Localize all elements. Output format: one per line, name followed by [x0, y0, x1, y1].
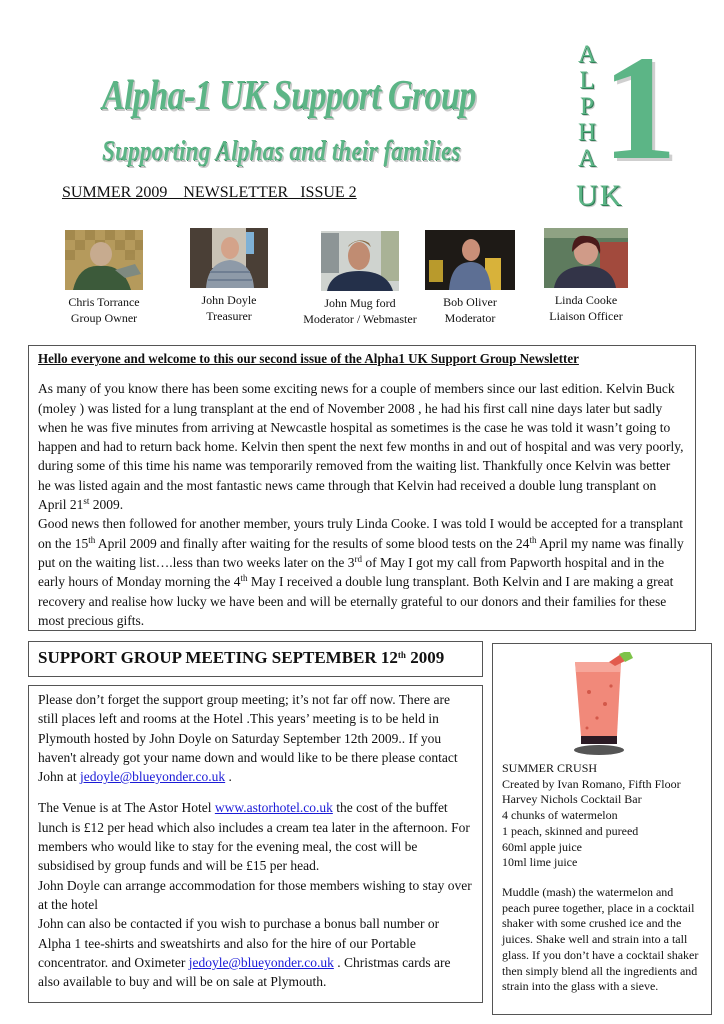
meeting-paragraph: The Venue is at The Astor Hotel www.astorhotel.co.uk the cost of the buffet lunch is £12 per head which also includes a cream tea later in the afternoon. For members who would like to stay for the evening meal, the cost will be subsidised by group funds and will be £15 per head. [38, 800, 470, 874]
member-name: Chris Torrance [68, 295, 140, 309]
logo-letter: A [577, 41, 597, 68]
recipe-method: Muddle (mash) the watermelon and peach puree together, place in a cocktail shaker with some crushed ice and the juices. Shake well and strain into a tall glass. If you don’t have a cocktail shaker then simply blend all the ingredients and strain into the glass with a sieve. [502, 885, 699, 994]
logo-letter: A [577, 145, 597, 172]
member-photo [321, 231, 399, 291]
portrait-image-icon [544, 228, 628, 288]
alpha1-uk-logo [572, 25, 677, 214]
email-link[interactable]: jedoyle@blueyonder.co.uk [80, 769, 226, 785]
member-card [410, 230, 530, 326]
ingredient-item: 1 peach, skinned and pureed [502, 823, 639, 838]
member-role: Group Owner [70, 311, 138, 325]
member-role: Moderator / Webmaster [303, 312, 417, 326]
issue-line: SUMMER 2009 NEWSLETTER ISSUE 2 [62, 184, 357, 201]
recipe-credit: Created by Ivan Romano, Fifth Floor [502, 776, 681, 791]
member-name: Bob Oliver [443, 295, 497, 309]
logo-letter: P [580, 93, 594, 120]
welcome-paragraph: Good news then followed for another member, yours truly Linda Cooke. I was told I would be accepted for a transplant on the 15th April 2009 and finally after waiting for the results of some blood tests on the 24th April my name was finally put on the waiting list….less than two weeks later on the 3rd of May I got my call from Papworth hospital and in the early hours of Monday morning the 4th May I received a double lung transplant. Both Kelvin and I are making a great recovery and realise how lucky we have been and will be eternally grateful to our donors and their families for these most precious gifts. [38, 516, 684, 628]
member-card [169, 228, 289, 324]
newsletter-title: Alpha-1 UK Support Group [102, 73, 476, 119]
member-name: John Mug ford [324, 296, 396, 310]
logo-country: UK [576, 179, 624, 212]
recipe-credit: Harvey Nichols Cocktail Bar [502, 792, 642, 807]
meeting-paragraph: John can also be contacted if you wish to purchase a bonus ball number or Alpha 1 tee-shirts and sweatshirts and also for the hire of our Portable concentrator. and Oximeter jedoyle@blueyonder.co.uk . Christmas cards are also available to buy and will be on sale at Plymouth. [38, 916, 451, 990]
meeting-paragraph: John Doyle can arrange accommodation for those members wishing to stay over at the hotel [38, 877, 472, 912]
member-photo [190, 228, 268, 288]
recipe-title: SUMMER CRUSH [502, 761, 598, 775]
newsletter-subtitle: Supporting Alphas and their families [102, 136, 461, 167]
cocktail-glass-icon [569, 652, 635, 758]
member-photo [65, 230, 143, 290]
portrait-image-icon [321, 231, 399, 291]
logo-letter: H [577, 119, 597, 146]
member-card [44, 230, 164, 326]
member-card [526, 228, 646, 324]
welcome-paragraph: As many of you know there has been some exciting news for a couple of members since our last edition. Kelvin Buck (moley ) was listed for a lung transplant at the end of November 2008 , he had his first call nine days later but sadly when he was five minutes from arriving at Newcastle hospital as sometimes is the case he was told it wasn’t going to happen and had to return back home. Kelvin then spent the next few months in and out of hospital and was very poorly, during some of this time his name was temporarily removed from the waiting list. Thankfully once Kelvin was better he was listed again and the most fantastic news came through that Kelvin had received a double lung transplant on April 21st 2009. [38, 381, 684, 513]
recipe-box [492, 643, 712, 1015]
member-photo [425, 230, 515, 290]
member-photo [544, 228, 628, 288]
website-link[interactable]: www.astorhotel.co.uk [214, 800, 333, 816]
member-name: John Doyle [201, 293, 257, 307]
portrait-image-icon [65, 230, 143, 290]
member-role: Liaison Officer [549, 309, 623, 323]
ingredient-item: 10ml lime juice [502, 855, 578, 870]
welcome-article [28, 345, 696, 631]
meeting-article [28, 685, 483, 1003]
member-name: Linda Cooke [554, 293, 618, 307]
portrait-image-icon [425, 230, 515, 290]
logo-letters [574, 42, 600, 172]
meeting-heading: SUPPORT GROUP MEETING SEPTEMBER 12th 2009 [28, 641, 483, 677]
member-role: Treasurer [206, 309, 252, 323]
email-link[interactable]: jedoyle@blueyonder.co.uk [188, 954, 334, 970]
member-role: Moderator [444, 311, 496, 325]
ingredient-item: 60ml apple juice [502, 839, 582, 854]
ingredient-item: 4 chunks of watermelon [502, 808, 618, 823]
logo-numeral: 1 [602, 25, 677, 191]
meeting-paragraph: Please don’t forget the support group meeting; it’s not far off now. There are still places left and rooms at the Hotel .This years’ meeting is to be held in Plymouth hosted by John Doyle on Saturday September 12th 2009.. If you haven't already got your name down and would like to be there please contact John at jedoyle@blueyonder.co.uk . [38, 692, 458, 785]
portrait-image-icon [190, 228, 268, 288]
logo-letter: L [579, 67, 595, 94]
recipe-details [502, 761, 681, 871]
welcome-heading: Hello everyone and welcome to this our second issue of the Alpha1 UK Support Group Newsletter [38, 352, 579, 367]
